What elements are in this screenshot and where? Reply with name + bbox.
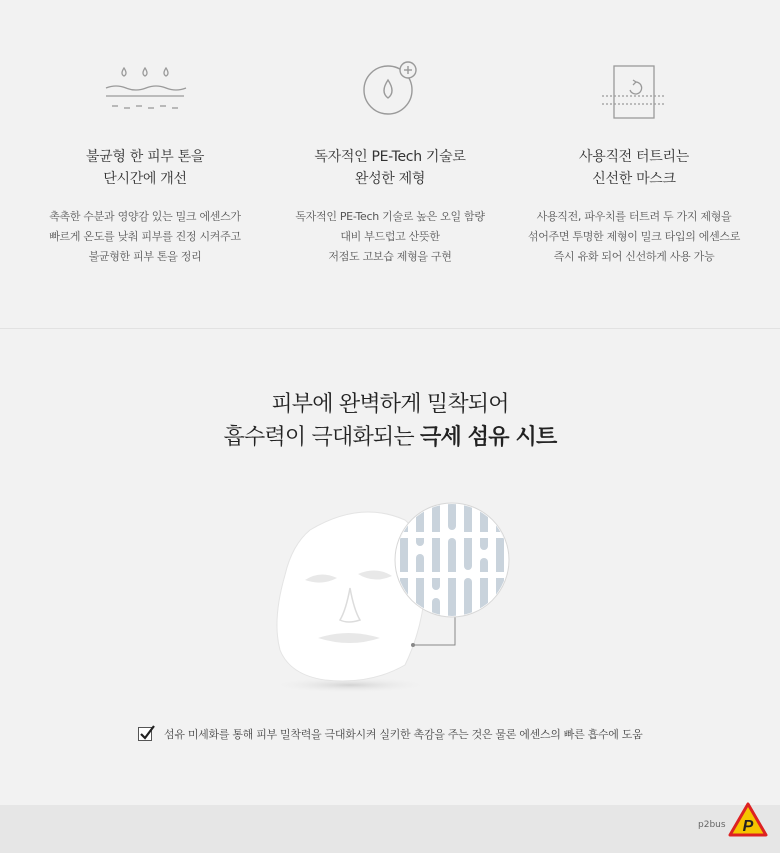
callout-dot bbox=[411, 643, 415, 647]
checkbox-checked-icon bbox=[138, 727, 152, 741]
headline-line2-bold: 극세 섬유 시트 bbox=[420, 425, 557, 450]
feature-desc: 독자적인 PE-Tech 기술로 높은 오일 함량 대비 부드럽고 산뜻한 저점도 고보습 제형을 구현 bbox=[295, 210, 485, 263]
check-note-text: 섬유 미세화를 통해 피부 밀착력을 극대화시켜 실키한 촉감을 주는 것은 물론 에센스의 빠른 흡수에 도움 bbox=[164, 728, 643, 741]
check-note bbox=[138, 725, 642, 743]
headline-line1: 피부에 완벽하게 밀착되어 bbox=[271, 392, 509, 417]
feature-desc: 촉촉한 수분과 영양감 있는 밀크 에센스가 빠르게 온도를 낮춰 피부를 진정 시켜주고 불균형한 피부 톤을 정리 bbox=[49, 210, 241, 263]
headline-line2 bbox=[0, 421, 780, 454]
mask-sheet-illustration bbox=[250, 480, 530, 700]
headline-line2-regular: 흡수력이 극대화되는 bbox=[223, 425, 421, 450]
feature-fresh-mask bbox=[514, 56, 754, 267]
watermark-logo-letter: P bbox=[742, 818, 754, 835]
footer-strip bbox=[0, 805, 780, 853]
headline bbox=[0, 388, 780, 454]
feature-quick-tone bbox=[25, 56, 265, 267]
package-tear-icon bbox=[514, 56, 754, 126]
watermark-text: p2bus bbox=[698, 820, 726, 830]
feature-title: 불균형 한 피부 톤을 단시간에 개선 bbox=[85, 149, 205, 187]
water-drops-icon bbox=[25, 56, 265, 126]
feature-title: 사용직전 터트리는 신선한 마스크 bbox=[579, 149, 689, 187]
feature-title: 독자적인 PE-Tech 기술로 완성한 제형 bbox=[314, 149, 466, 187]
feature-desc: 사용직전, 파우치를 터트려 두 가지 제형을 섞어주면 투명한 제형이 밀크 타입의 에센스로 즉시 유화 되어 신선하게 사용 가능 bbox=[527, 210, 741, 263]
warning-triangle-logo-icon bbox=[728, 802, 768, 838]
watermark bbox=[690, 800, 770, 840]
feature-pe-tech bbox=[270, 56, 510, 267]
drop-circle-plus-icon bbox=[270, 56, 510, 126]
